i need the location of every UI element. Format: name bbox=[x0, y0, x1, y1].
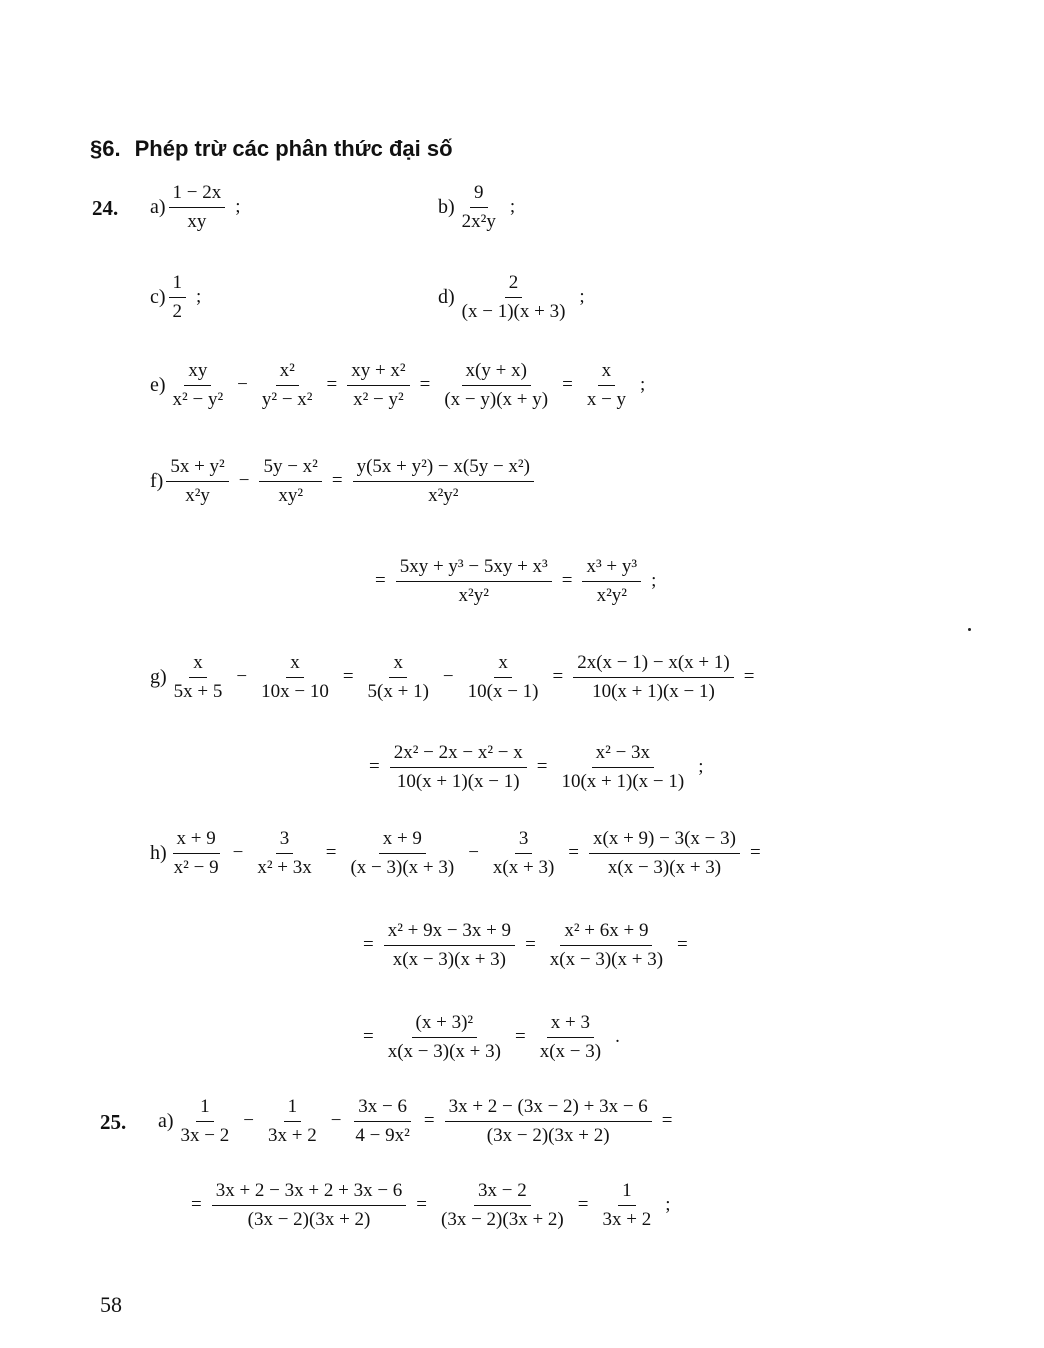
fraction: $\frac{\text{x² − 3x}}{10(x + 1)(x - 1)}$ bbox=[561, 742, 685, 792]
fraction: $\frac{x}{x - y}$ bbox=[586, 360, 627, 410]
ex24-h-cont1: = $\frac{\text{x² + 9x − 3x + 9}}{x(x - 3)(x + 3)}$ = $\frac{\text{x² + 6x + 9}}{x(x - 3)(x + 3)}$ = bbox=[363, 920, 688, 970]
fraction: $\frac{\text{5y − x²}}{\text{xy²}}$ bbox=[259, 456, 321, 507]
fraction: $\frac{\text{5x + y²}}{\text{x²y}}$ bbox=[166, 456, 228, 507]
ex24-c-label: c) bbox=[150, 285, 166, 308]
fraction: $\frac{3}{x(x + 3)}$ bbox=[492, 828, 555, 878]
section-number: §6. bbox=[90, 136, 121, 161]
fraction: $\frac{3x - 2}{(3x - 2)(3x + 2)}$ bbox=[441, 1180, 564, 1230]
ex24-a: a) $\frac{1 - 2x}{xy}$ ; bbox=[150, 182, 241, 232]
ex24-d-label: d) bbox=[438, 285, 455, 308]
ex25-a-cont: = $\frac{3x + 2 - 3x + 2 + 3x - 6}{(3x - 2)(3x + 2)}$ = $\frac{3x - 2}{(3x - 2)(3x + 2)}$ = $\frac{1}{3x + 2}$ ; bbox=[191, 1180, 671, 1230]
ex24-a-label: a) bbox=[150, 195, 166, 218]
fraction: $\frac{xy}{\text{x² − y²}}$ bbox=[172, 360, 224, 410]
ex24-e-label: e) bbox=[150, 373, 166, 396]
fraction: $\frac{x + 9}{(x - 3)(x + 3)}$ bbox=[350, 828, 455, 878]
fraction: $\frac{3x - 6}{\text{4 − 9x²}}$ bbox=[355, 1096, 410, 1146]
ex24-e: e) $\frac{xy}{\text{x² − y²}}$ − $\frac{\text{x²}}{\text{y² − x²}}$ = $\frac{\text{xy + x²}}{\text{x² − y²}}$ = $\frac{x(y + x)}{(x - y)(x + y)}$ = $\frac{x}{x - y}$ ; bbox=[150, 360, 646, 410]
fraction: $\frac{3x + 2 - 3x + 2 + 3x - 6}{(3x - 2)(3x + 2)}$ bbox=[212, 1180, 407, 1231]
fraction: $\frac{\text{xy + x²}}{\text{x² − y²}}$ bbox=[347, 360, 409, 411]
fraction: $\frac{x}{5x + 5}$ bbox=[173, 652, 223, 702]
fraction: $\frac{9}{\text{2x²y}}$ bbox=[461, 182, 496, 232]
ex24-g-label: g) bbox=[150, 665, 167, 688]
ex24-b-label: b) bbox=[438, 195, 455, 218]
fraction: $\frac{\text{x² + 9x − 3x + 9}}{x(x - 3)(x + 3)}$ bbox=[384, 920, 515, 971]
fraction: $\frac{1}{2}$ bbox=[169, 272, 187, 323]
section-title bbox=[90, 136, 453, 162]
ex24-d: d) $\frac{2}{(x - 1)(x + 3)}$ ; bbox=[438, 272, 585, 322]
exercise-25-number: 25. bbox=[100, 1110, 127, 1134]
ex24-h-cont2: = $\frac{\text{(x + 3)²}}{x(x - 3)(x + 3)}$ = $\frac{x + 3}{x(x - 3)}$ . bbox=[363, 1012, 620, 1062]
fraction: $\frac{1}{3x + 2}$ bbox=[602, 1180, 652, 1230]
fraction: $\frac{1}{3x - 2}$ bbox=[180, 1096, 230, 1146]
ex24-c: c) $\frac{1}{2}$ ; bbox=[150, 272, 202, 322]
fraction: $\frac{\text{5xy + y³ − 5xy + x³}}{\text{x²y²}}$ bbox=[396, 556, 552, 607]
fraction: $\frac{x + 9}{\text{x² − 9}}$ bbox=[173, 828, 219, 878]
scan-speck bbox=[968, 628, 971, 631]
ex24-h-label: h) bbox=[150, 841, 167, 864]
fraction: $\frac{1 - 2x}{xy}$ bbox=[169, 182, 226, 233]
fraction: $\frac{x}{10x - 10}$ bbox=[261, 652, 329, 702]
ex24-h: h) $\frac{x + 9}{\text{x² − 9}}$ − $\frac{3}{\text{x² + 3x}}$ = $\frac{x + 9}{(x - 3)(x + 3)}$ − $\frac{3}{x(x + 3)}$ = $\frac{x(x + 9) - 3(x - 3)}{x(x - 3)(x + 3)}$ = bbox=[150, 828, 761, 878]
fraction: $\frac{1}{3x + 2}$ bbox=[267, 1096, 317, 1146]
fraction: $\frac{x}{5(x + 1)}$ bbox=[367, 652, 429, 702]
ex25-a-label: a) bbox=[158, 1109, 174, 1132]
ex24-f: f) $\frac{\text{5x + y²}}{\text{x²y}}$ − $\frac{\text{5y − x²}}{\text{xy²}}$ = $\frac{\text{y(5x + y²) − x(5y − x²)}}{\text{x²y²}}$ bbox=[150, 456, 537, 507]
fraction: $\frac{2}{(x - 1)(x + 3)}$ bbox=[461, 272, 566, 322]
section-heading: Phép trừ các phân thức đại số bbox=[134, 136, 453, 161]
ex24-g: g) $\frac{x}{5x + 5}$ − $\frac{x}{10x - 10}$ = $\frac{x}{5(x + 1)}$ − $\frac{x}{10(x - 1)}$ = $\frac{2x(x - 1) - x(x + 1)}{10(x + 1)(x - 1)}$ = bbox=[150, 652, 755, 702]
fraction: $\frac{\text{x²}}{\text{y² − x²}}$ bbox=[261, 360, 313, 410]
fraction: $\frac{x}{10(x - 1)}$ bbox=[467, 652, 539, 702]
fraction: $\frac{\text{y(5x + y²) − x(5y − x²)}}{\text{x²y²}}$ bbox=[353, 456, 534, 507]
fraction: $\frac{3x + 2 - (3x - 2) + 3x - 6}{(3x - 2)(3x + 2)}$ bbox=[445, 1096, 652, 1147]
ex24-f-label: f) bbox=[150, 469, 164, 492]
fraction: $\frac{x + 3}{x(x - 3)}$ bbox=[539, 1012, 602, 1062]
ex24-b: b) $\frac{9}{\text{2x²y}}$ ; bbox=[438, 182, 516, 232]
fraction: $\frac{x(y + x)}{(x - y)(x + y)}$ bbox=[444, 360, 549, 410]
fraction: $\frac{\text{x³ + y³}}{\text{x²y²}}$ bbox=[582, 556, 641, 607]
fraction: $\frac{x(x + 9) - 3(x - 3)}{x(x - 3)(x + 3)}$ bbox=[589, 828, 740, 879]
ex24-f-cont: = $\frac{\text{5xy + y³ − 5xy + x³}}{\text{x²y²}}$ = $\frac{\text{x³ + y³}}{\text{x²y²}}$ ; bbox=[375, 556, 657, 606]
fraction: $\frac{2x(x - 1) - x(x + 1)}{10(x + 1)(x - 1)}$ bbox=[573, 652, 733, 703]
fraction: $\frac{\text{(x + 3)²}}{x(x - 3)(x + 3)}$ bbox=[387, 1012, 501, 1062]
fraction: $\frac{\text{x² + 6x + 9}}{x(x - 3)(x + 3)}$ bbox=[549, 920, 664, 970]
fraction: $\frac{\text{2x² − 2x − x² − x}}{10(x + 1)(x - 1)}$ bbox=[390, 742, 527, 793]
page-number: 58 bbox=[100, 1292, 122, 1317]
ex25-a: a) $\frac{1}{3x - 2}$ − $\frac{1}{3x + 2}$ − $\frac{3x - 6}{\text{4 − 9x²}}$ = $\frac{3x + 2 - (3x - 2) + 3x - 6}{(3x - 2)(3x + 2)}$ = bbox=[158, 1096, 673, 1146]
exercise-24-number: 24. bbox=[92, 196, 119, 220]
fraction: $\frac{3}{\text{x² + 3x}}$ bbox=[257, 828, 312, 878]
ex24-g-cont: = $\frac{\text{2x² − 2x − x² − x}}{10(x + 1)(x - 1)}$ = $\frac{\text{x² − 3x}}{10(x + 1)(x - 1)}$ ; bbox=[369, 742, 704, 792]
